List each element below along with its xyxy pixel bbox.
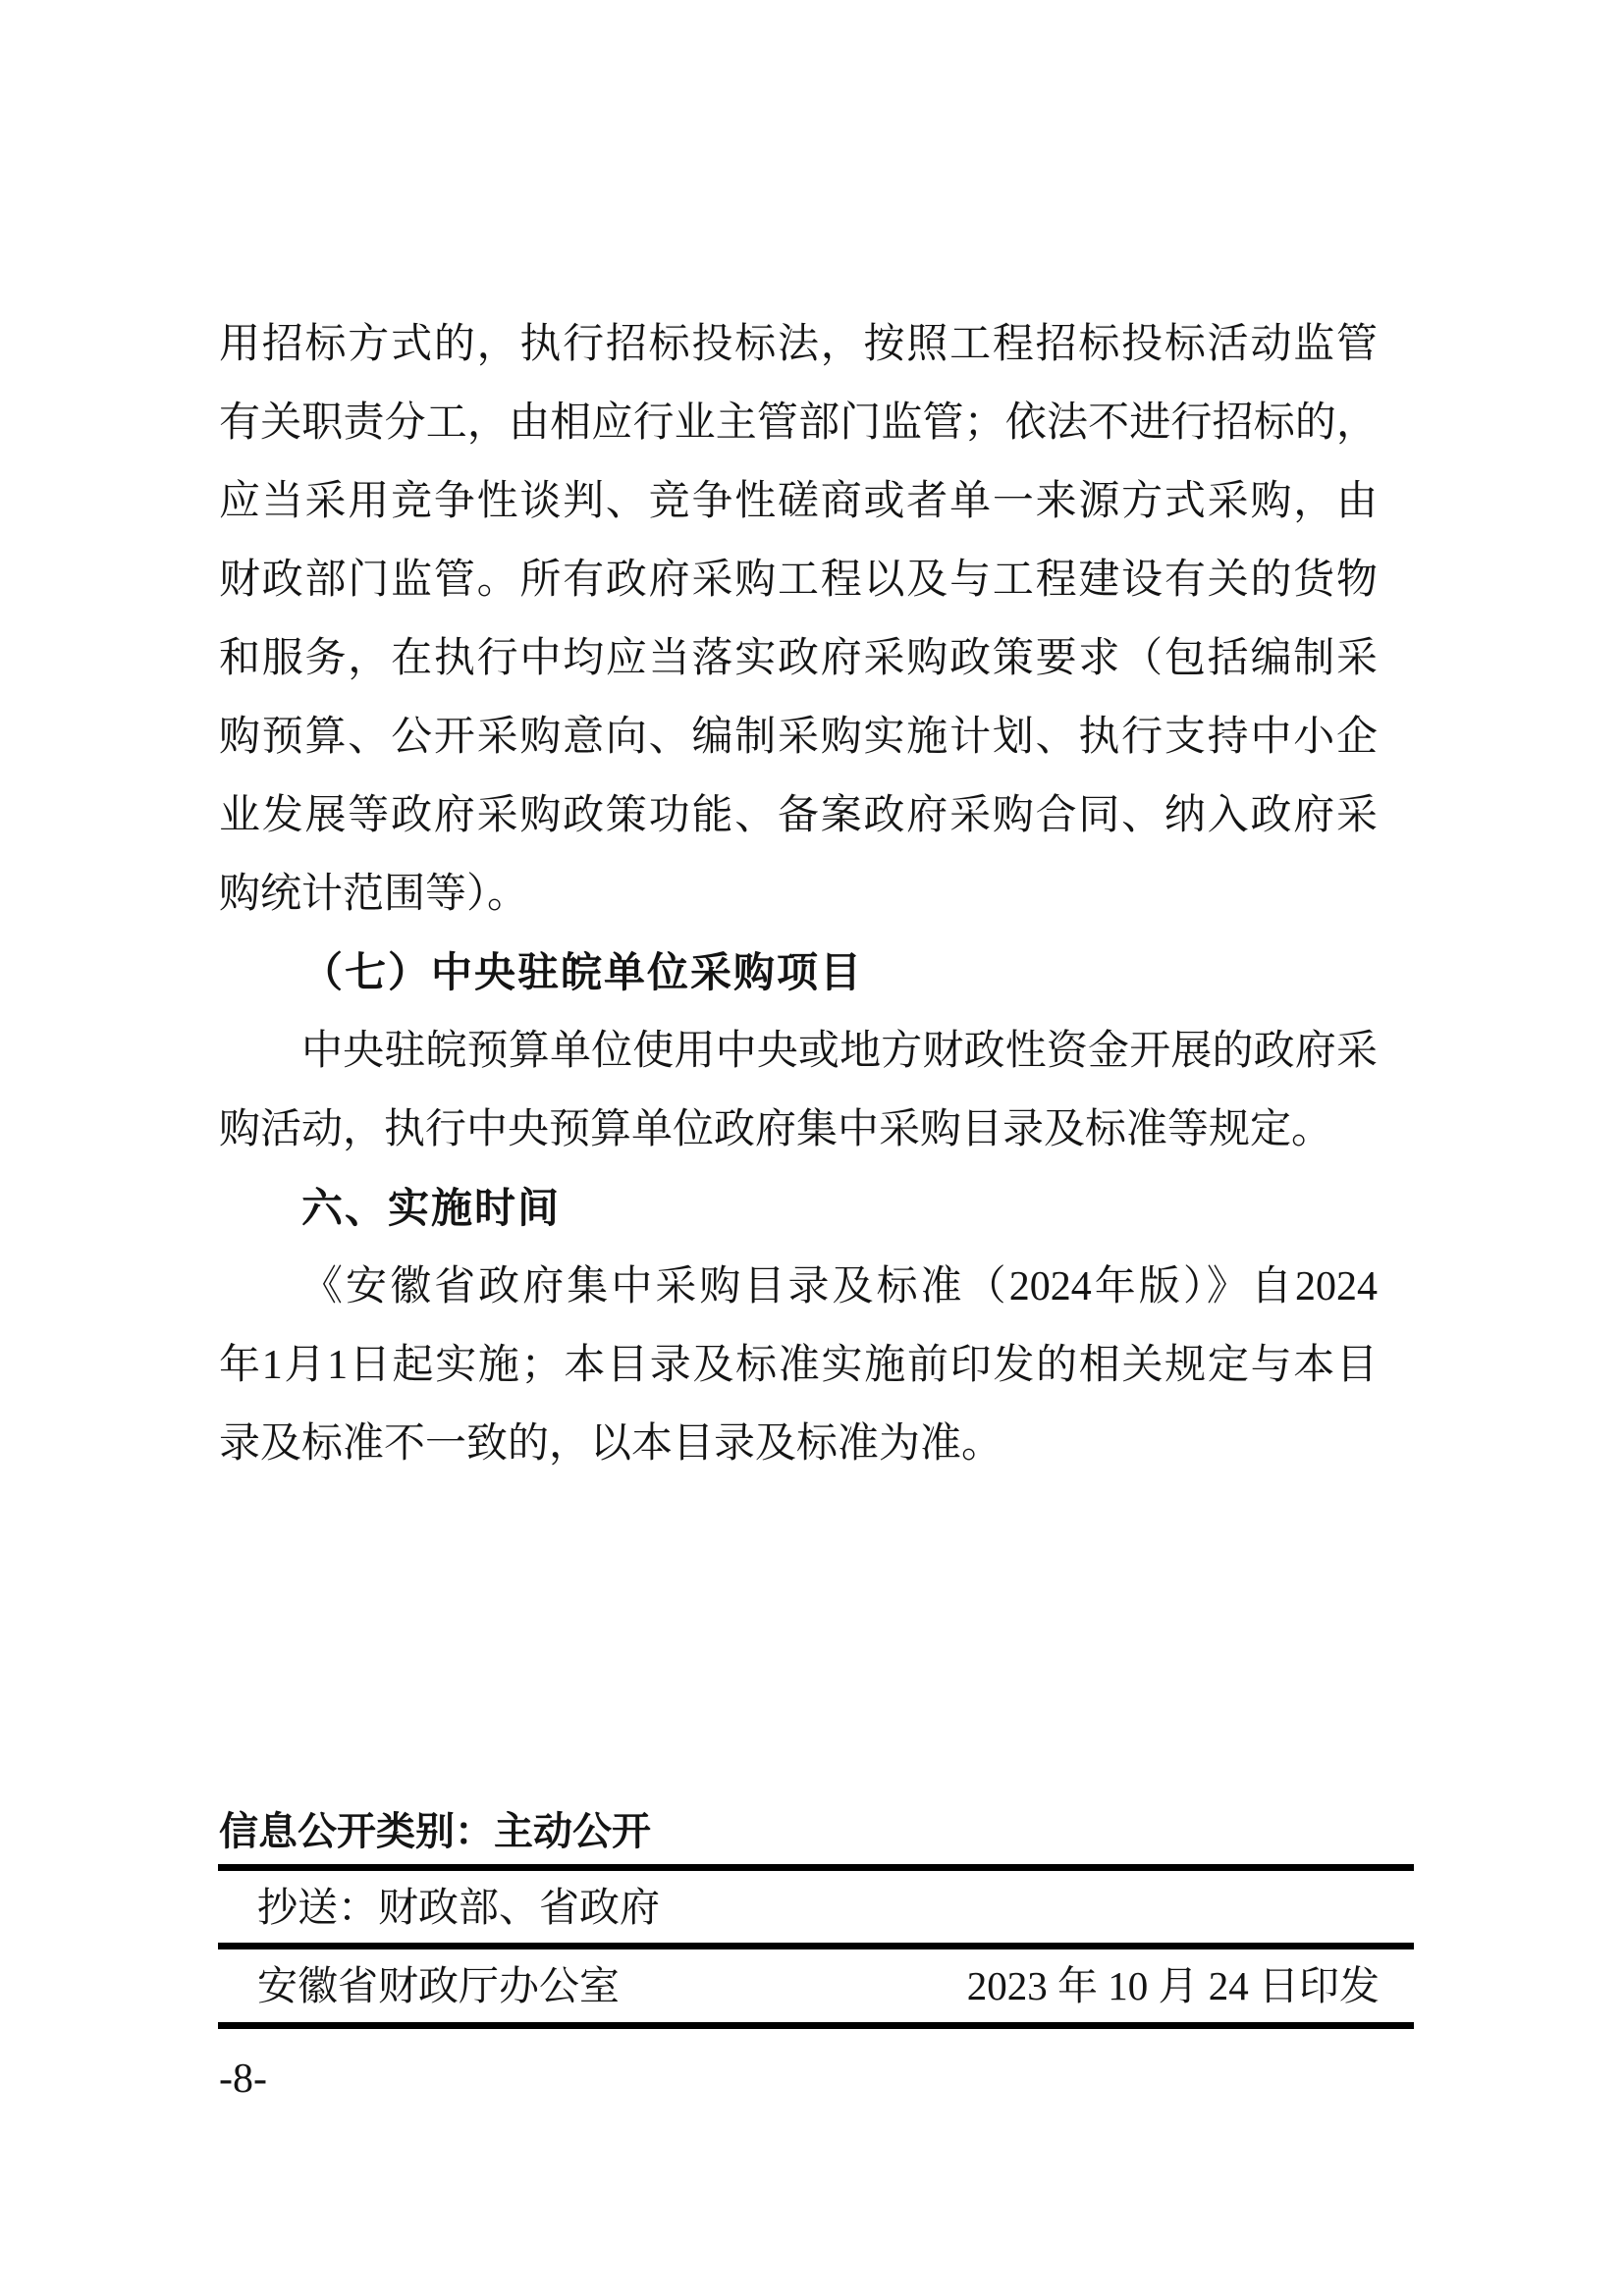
divider-line-bottom xyxy=(218,2022,1414,2029)
divider-line-middle xyxy=(218,1943,1414,1949)
cc-line: 抄送：财政部、省政府 xyxy=(257,1885,660,1930)
body-line: 年1月1日起实施；本目录及标准实施前印发的相关规定与本目 xyxy=(219,1343,1378,1388)
body-line: 应当采用竞争性谈判、竞争性磋商或者单一来源方式采购，由 xyxy=(219,479,1378,524)
body-line: 购活动，执行中央预算单位政府集中采购目录及标准等规定。 xyxy=(219,1107,1333,1152)
body-line: 财政部门监管。所有政府采购工程以及与工程建设有关的货物 xyxy=(219,558,1378,603)
page-number: -8- xyxy=(219,2056,267,2102)
section-heading-7: （七）中央驻皖单位采购项目 xyxy=(301,949,864,995)
issuer-name: 安徽省财政厅办公室 xyxy=(257,1963,620,2008)
print-date: 2023 年 10 月 24 日印发 xyxy=(966,1963,1380,2008)
section-heading-6: 六、实施时间 xyxy=(301,1185,562,1231)
body-line: 业发展等政府采购政策功能、备案政府采购合同、纳入政府采 xyxy=(219,793,1378,838)
body-line: 购预算、公开采购意向、编制采购实施计划、执行支持中小企 xyxy=(219,715,1378,760)
body-line: 用招标方式的，执行招标投标法，按照工程招标投标活动监管 xyxy=(219,322,1378,367)
body-line: 录及标准不一致的，以本目录及标准为准。 xyxy=(219,1421,1003,1467)
divider-line-top xyxy=(218,1864,1414,1871)
disclosure-label: 信息公开类别：主动公开 xyxy=(219,1810,651,1853)
issue-row xyxy=(257,1961,1380,2010)
body-line: 购统计范围等）。 xyxy=(219,872,529,917)
body-line: 中央驻皖预算单位使用中央或地方财政性资金开展的政府采 xyxy=(301,1029,1378,1074)
body-line: 《安徽省政府集中采购目录及标准（2024年版）》自2024 xyxy=(301,1264,1378,1309)
body-line: 有关职责分工，由相应行业主管部门监管；依法不进行招标的， xyxy=(219,400,1378,446)
document-body xyxy=(219,305,1378,1483)
body-line: 和服务，在执行中均应当落实政府采购政策要求（包括编制采 xyxy=(219,636,1378,681)
